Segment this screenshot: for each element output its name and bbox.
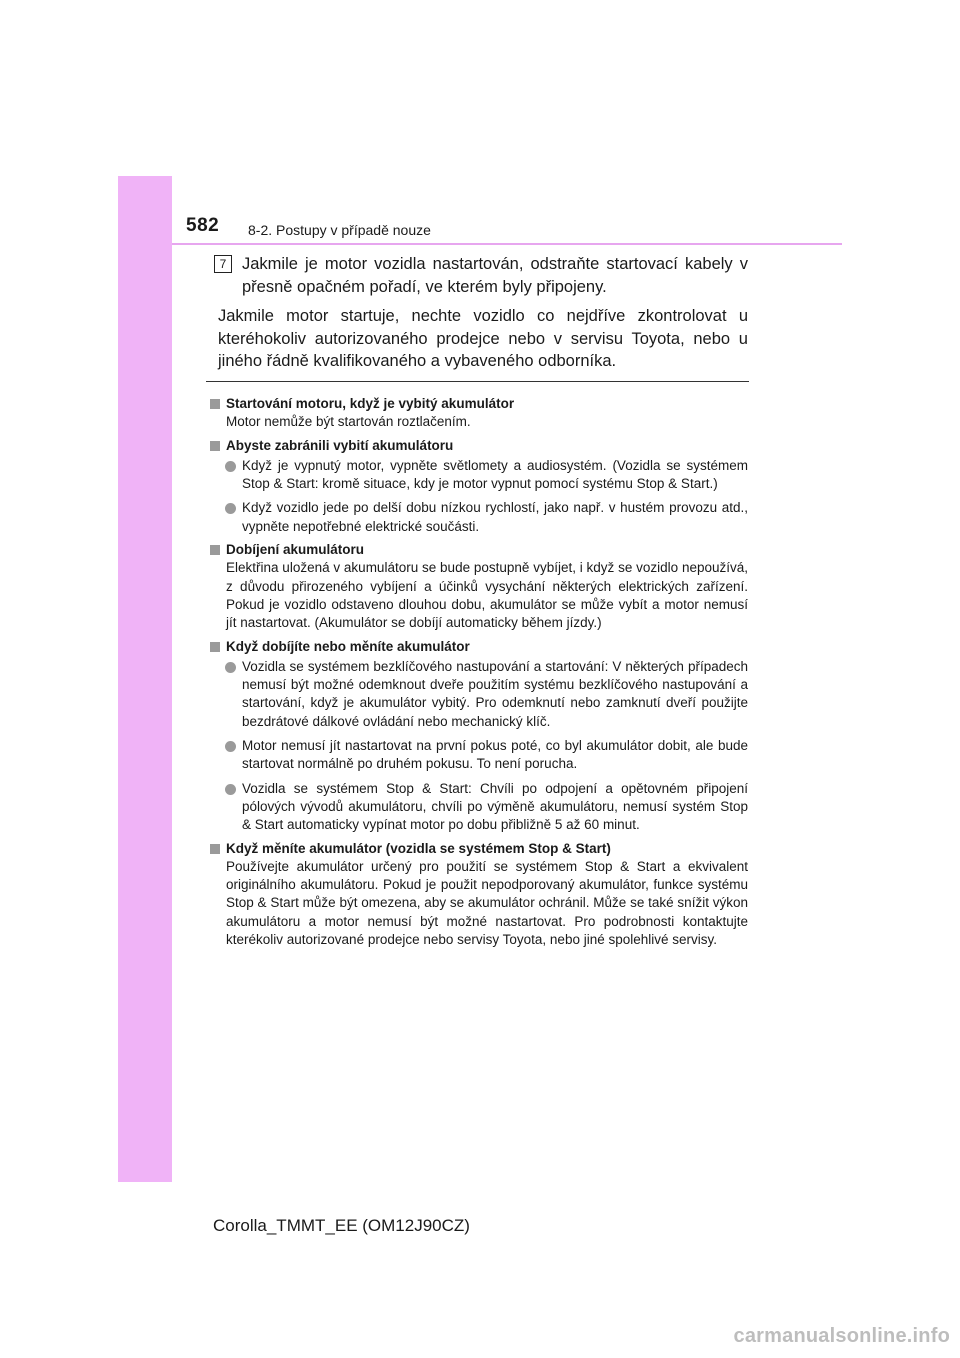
- step-instruction: Jakmile je motor vozidla nastartován, odstraňte startovací kabely v přesně opačném pořadí, ve kterém byly připojeny.: [242, 255, 748, 296]
- header-rule: [172, 243, 842, 245]
- watermark: carmanualsonline.info: [733, 1325, 950, 1347]
- side-band: [118, 176, 172, 1182]
- footer-manual-code: Corolla_TMMT_EE (OM12J90CZ): [213, 1216, 470, 1235]
- note-heading: Dobíjení akumulátoru: [210, 541, 748, 559]
- note-text: Používejte akumulátor určený pro použití se systémem Stop & Start a ekvivalent originálního akumulátoru. Pokud je použit nepodporovaný akumulátor, funkce systému Stop & Start může být omezena, aby se akumulátor ochránil. Může se také snížit výkon akumulátoru a motor nemusí být možné nastartovat. Pro podrobnosti kontaktujte kterékoliv autorizované prodejce nebo servisy Toyota, nebo jiné spolehlivé servisy.: [226, 858, 748, 948]
- list-item: Vozidla se systémem bezklíčového nastupování a startování: V některých případech nemusí být možné odemknout dveře použitím systému bezklíčového nastupování a startování, když je akumulátor vybitý. Pro odemknutí nebo zamknutí dveří použijte bezdrátové dálkové ovládání nebo mechanický klíč.: [210, 658, 748, 731]
- list-item: Vozidla se systémem Stop & Start: Chvíli po odpojení a opětovném připojení pólových vývodů akumulátoru, chvíli po výměně akumulátoru, nemusí systém Stop & Start automaticky vypínat motor po dobu přibližně 5 až 60 minut.: [210, 780, 748, 835]
- divider: [206, 381, 749, 382]
- note-text: Motor nemůže být startován roztlačením.: [226, 414, 471, 430]
- note-heading: Když měníte akumulátor (vozidla se systémem Stop & Start): [210, 840, 748, 858]
- note-heading: Když dobíjíte nebo měníte akumulátor: [210, 638, 748, 656]
- list-item: Když vozidlo jede po delší dobu nízkou rychlostí, jako např. v hustém provozu atd., vypněte nepotřebné elektrické součásti.: [210, 499, 748, 536]
- circle-bullet-icon: [225, 662, 236, 673]
- note-heading: Startování motoru, když je vybitý akumulátor: [210, 395, 748, 413]
- square-bullet-icon: [210, 441, 220, 451]
- note-heading: Abyste zabránili vybití akumulátoru: [210, 437, 748, 455]
- notes-section: [210, 390, 748, 949]
- list-item: Motor nemusí jít nastartovat na první pokus poté, co byl akumulátor dobit, ale bude startovat normálně po druhém pokusu. To není porucha.: [210, 737, 748, 774]
- circle-bullet-icon: [225, 461, 236, 472]
- circle-bullet-icon: [225, 784, 236, 795]
- page-number: 582: [186, 215, 220, 236]
- step-note: Jakmile motor startuje, nechte vozidlo co nejdříve zkontrolovat u kteréhokoliv autorizovaného prodejce nebo v servisu Toyota, nebo u jiného řádně kvalifikovaného a vybaveného odborníka.: [218, 307, 748, 370]
- square-bullet-icon: [210, 844, 220, 854]
- step-number-badge: 7: [214, 255, 232, 273]
- square-bullet-icon: [210, 642, 220, 652]
- square-bullet-icon: [210, 545, 220, 555]
- square-bullet-icon: [210, 399, 220, 409]
- section-title: 8-2. Postupy v případě nouze: [248, 222, 431, 238]
- step-7: [214, 253, 748, 373]
- note-text: Elektřina uložená v akumulátoru se bude postupně vybíjet, i když se vozidlo nepoužívá, z důvodu přirozeného vybíjení a účinků vysychání některých elektrických zařízení. Pokud je vozidlo odstaveno dlouhou dobu, akumulátor se může vybít a motor nemusí jít nastartovat. (Akumulátor se dobíjí automaticky během jízdy.): [226, 560, 748, 631]
- list-item: Když je vypnutý motor, vypněte světlomety a audiosystém. (Vozidla se systémem Stop & Start: kromě situace, kdy je motor vypnut pomocí systému Stop & Start.): [210, 457, 748, 494]
- circle-bullet-icon: [225, 741, 236, 752]
- circle-bullet-icon: [225, 503, 236, 514]
